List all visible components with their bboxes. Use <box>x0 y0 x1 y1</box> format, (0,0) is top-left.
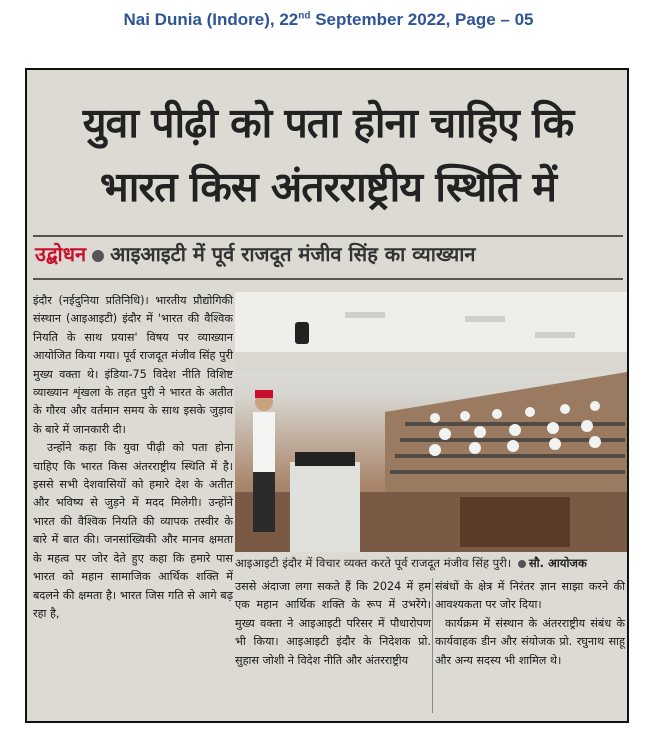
photo-credit: सौ. आयोजक <box>528 556 587 570</box>
article-column-right <box>435 578 625 670</box>
article-paragraph-2: उन्होंने कहा कि युवा पीढ़ी को पता होना चाहिए कि भारत किस अंतरराष्ट्रीय स्थिति में है। इससे सभी देशवासियों को हमारे देश के अतीत और भविष्य से जुड़ने में मदद मिलेगी। उन्होंने भारत की वैश्विक नियति की व्यापक तस्वीर के बारे में बात की। जनसांख्यिकी और मानव क्षमता के महत्व पर जोर देते हुए कहा कि हमारे पास भारत को महान सामाजिक आर्थिक शक्ति में बदलने की क्षमता है। भारत जिस गति से आगे बढ़ रहा है, <box>33 441 233 620</box>
article-paragraph-3: उससे अंदाजा लगा सकते हैं कि 2024 में हम एक महान आर्थिक शक्ति के रूप में उभरेंगे। मुख्य वक्ता ने आइआइटी परिसर में पौधारोपण भी किया। आइआइटी इंदौर के निदेशक प्रो. सुहास जोशी ने विदेश नीति और अंतरराष्ट्रीय <box>235 580 431 667</box>
column-separator <box>432 578 433 713</box>
newspaper-clipping <box>25 68 629 723</box>
article-column-middle <box>235 578 431 670</box>
divider-bottom <box>33 278 623 280</box>
headline-line-1: युवा पीढ़ी को पता होना चाहिए कि <box>82 99 574 147</box>
article-paragraph-1: इंदौर (नईदुनिया प्रतिनिधि)। भारतीय प्रौद्योगिकी संस्थान (आइआइटी) इंदौर में 'भारत की वैश्विक नियति के साथ प्रयास' विषय पर व्याख्यान आयोजित किया गया। पूर्व राजदूत मंजीव सिंह पुरी मुख्य वक्ता थे। इंडिया-75 विदेश नीति विशिष्ट व्याख्यान शृंखला के तहत पुरी ने भारत के अतीत के गौरव और वर्तमान समय के साथ इसके जुड़ाव के बारे में जानकारी दी। <box>33 294 233 436</box>
header-suffix: September 2022, Page – 05 <box>310 10 534 29</box>
lecture-photo <box>235 292 627 552</box>
page-header <box>0 10 657 30</box>
divider-top <box>33 235 623 237</box>
article-paragraph-4: संबंधों के क्षेत्र में निरंतर ज्ञान साझा करने की आवश्यकता पर जोर दिया। <box>435 580 625 612</box>
bullet-dot-icon <box>92 250 104 262</box>
header-superscript: nd <box>298 10 311 22</box>
caption-text: आइआइटी इंदौर में विचार व्यक्त करते पूर्व राजदूत मंजीव सिंह पुरी। <box>235 556 512 570</box>
caption-dot-icon <box>518 560 526 568</box>
article-column-left <box>33 292 233 623</box>
photo-caption <box>235 556 627 571</box>
header-prefix: Nai Dunia (Indore), 22 <box>123 10 299 29</box>
subhead-text: आइआइटी में पूर्व राजदूत मंजीव सिंह का व्याख्यान <box>110 242 476 266</box>
subhead <box>35 240 625 267</box>
article-paragraph-5: कार्यक्रम में संस्थान के अंतरराष्ट्रीय संबंध के कार्यवाहक डीन और संयोजक प्रो. रघुनाथ साहू और अन्य सदस्य भी शामिल थे। <box>435 616 625 667</box>
headline-line-2: भारत किस अंतरराष्ट्रीय स्थिति में <box>99 163 557 211</box>
subhead-tag: उद्बोधन <box>35 242 87 266</box>
lecture-hall-illustration <box>235 292 627 552</box>
